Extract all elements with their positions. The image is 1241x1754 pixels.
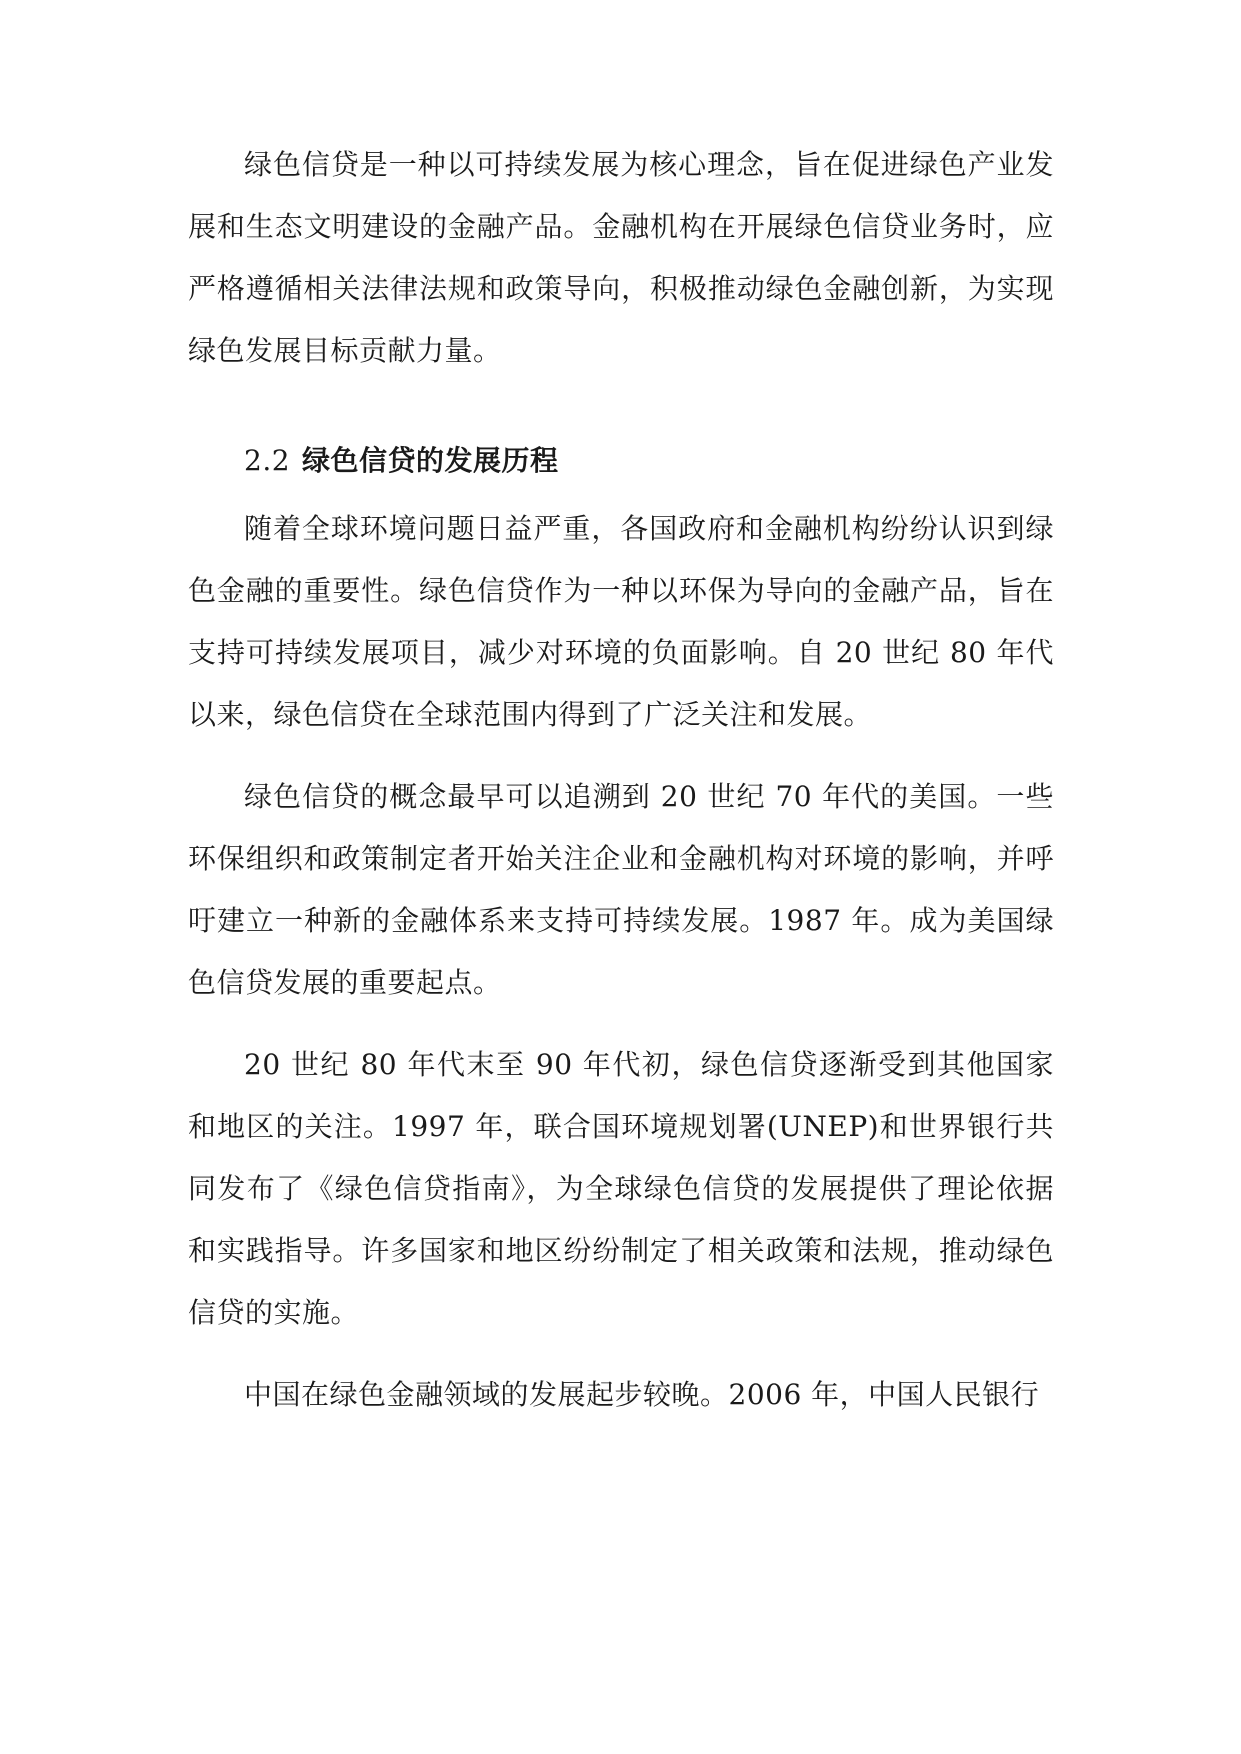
section-title: 绿色信贷的发展历程 — [302, 444, 559, 477]
paragraph-green-credit-definition: 绿色信贷是一种以可持续发展为核心理念，旨在促进绿色产业发展和生态文明建设的金融产品。金融机构在开展绿色信贷业务时，应严格遵循相关法律法规和政策导向，积极推动绿色金融创新，为实现绿色发展目标贡献力量。 — [188, 148, 1054, 367]
paragraph-us-origin: 绿色信贷的概念最早可以追溯到 20 世纪 70 年代的美国。一些环保组织和政策制定者开始关注企业和金融机构对环境的影响，并呼吁建立一种新的金融体系来支持可持续发展。1987 年。成为美国绿色信贷发展的重要起点。 — [188, 780, 1054, 999]
paragraph-international-spread: 20 世纪 80 年代末至 90 年代初，绿色信贷逐渐受到其他国家和地区的关注。1997 年，联合国环境规划署(UNEP)和世界银行共同发布了《绿色信贷指南》，为全球绿色信贷的发展提供了理论依据和实践指导。许多国家和地区纷纷制定了相关政策和法规，推动绿色信贷的实施。 — [188, 1048, 1054, 1329]
section-heading — [188, 430, 1054, 492]
paragraph-global-awareness: 随着全球环境问题日益严重，各国政府和金融机构纷纷认识到绿色金融的重要性。绿色信贷作为一种以环保为导向的金融产品，旨在支持可持续发展项目，减少对环境的负面影响。自 20 世纪 80 年代以来，绿色信贷在全球范围内得到了广泛关注和发展。 — [188, 512, 1054, 731]
paragraph-china-development: 中国在绿色金融领域的发展起步较晚。2006 年，中国人民银行 — [244, 1378, 1040, 1411]
section-number: 2.2 — [244, 444, 291, 477]
document-page — [188, 134, 1054, 1446]
